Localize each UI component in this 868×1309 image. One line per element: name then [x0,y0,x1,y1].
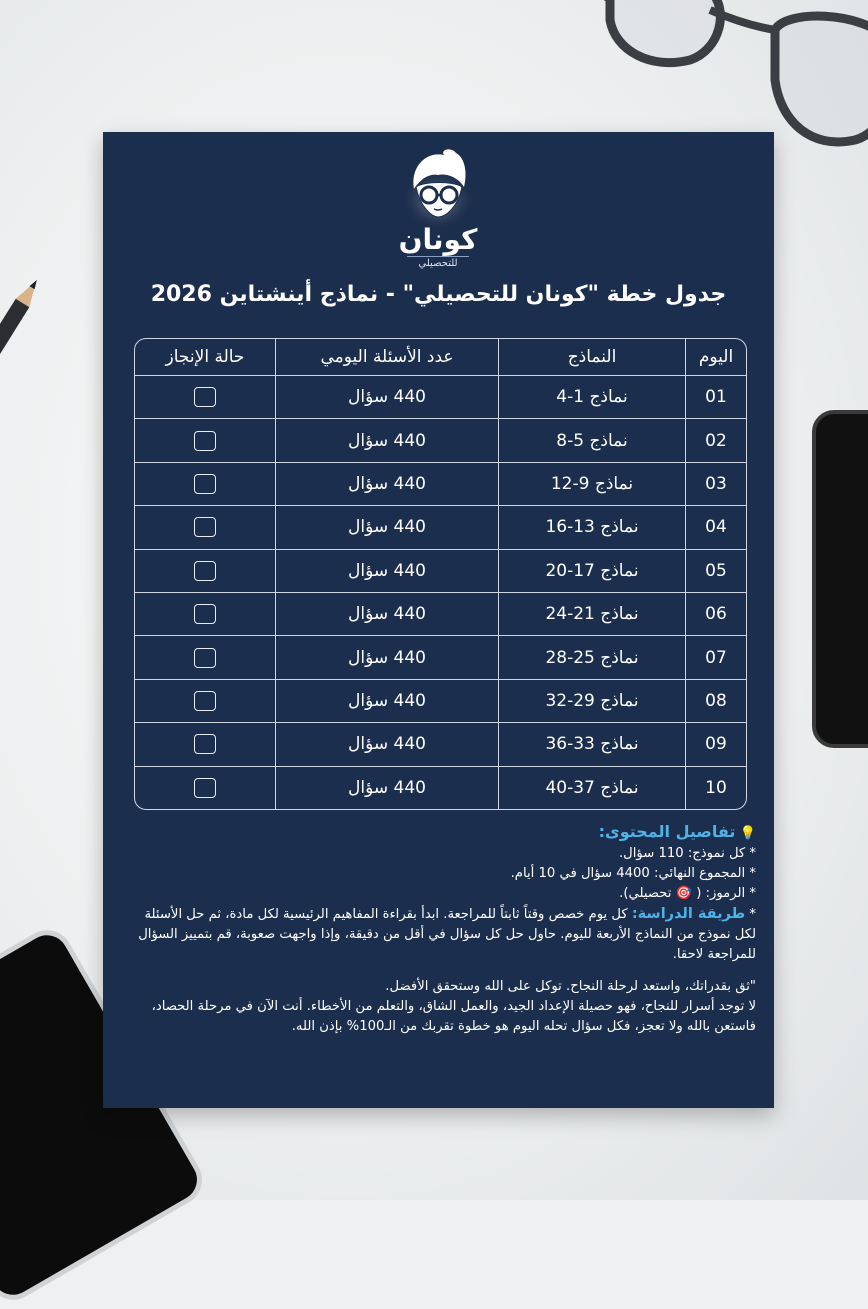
models-cell: نماذج 17-20 [498,550,685,593]
header-status: حالة الإنجاز [135,339,275,376]
study-method-paragraph: * طريقة الدراسة: كل يوم خصص وقتاً ثابتاً للمراجعة. ابدأ بقراءة المفاهيم الرئيسية لكل مادة، ثم حل الأسئلة لكل نموذج من النماذج الأربعة لليوم. حاول حل كل سؤال في أقل من دقيقة، وإذا واجهت صعوبة، قم بتمييز السؤال للمراجعة لاحقا. [138,906,756,962]
count-cell: 440 سؤال [275,593,498,636]
logo-subtitle: للتحصيلي [407,256,469,269]
table-row [135,463,746,506]
completion-checkbox[interactable] [194,648,216,668]
count-cell: 440 سؤال [275,506,498,549]
models-cell: نماذج 21-24 [498,593,685,636]
completion-checkbox[interactable] [194,604,216,624]
completion-checkbox[interactable] [194,517,216,537]
day-cell: 10 [685,767,746,809]
logo [388,147,488,285]
models-cell: نماذج 5-8 [498,419,685,462]
header-day: اليوم [685,339,746,376]
status-cell [135,636,275,679]
models-cell: نماذج 13-16 [498,506,685,549]
count-cell: 440 سؤال [275,419,498,462]
status-cell [135,506,275,549]
table-row [135,550,746,593]
day-cell: 03 [685,463,746,506]
details-bullet: * الرموز: ( 🎯 تحصيلي). [619,886,756,901]
study-plan-table [134,338,747,810]
models-cell: نماذج 29-32 [498,680,685,723]
completion-checkbox[interactable] [194,474,216,494]
completion-checkbox[interactable] [194,691,216,711]
page-title: جدول خطة "كونان للتحصيلي" - نماذج أينشتاين 2026 [150,282,727,307]
table-row [135,593,746,636]
status-cell [135,593,275,636]
completion-checkbox[interactable] [194,561,216,581]
models-cell: نماذج 1-4 [498,376,685,419]
table-row [135,506,746,549]
models-cell: نماذج 9-12 [498,463,685,506]
day-cell: 09 [685,723,746,766]
count-cell: 440 سؤال [275,680,498,723]
models-cell: نماذج 33-36 [498,723,685,766]
day-cell: 07 [685,636,746,679]
count-cell: 440 سؤال [275,767,498,809]
table-row [135,680,746,723]
status-cell [135,680,275,723]
count-cell: 440 سؤال [275,550,498,593]
day-cell: 04 [685,506,746,549]
day-cell: 05 [685,550,746,593]
status-cell [135,550,275,593]
study-plan-card [103,132,774,1108]
smartphone [812,410,868,748]
models-cell: نماذج 37-40 [498,767,685,809]
table-row [135,723,746,766]
count-cell: 440 سؤال [275,723,498,766]
day-cell: 08 [685,680,746,723]
table-header-row [135,339,746,376]
table-row [135,767,746,809]
lightbulb-icon: 💡 [739,826,756,841]
day-cell: 01 [685,376,746,419]
table-row [135,376,746,419]
completion-checkbox[interactable] [194,778,216,798]
table-row [135,636,746,679]
count-cell: 440 سؤال [275,463,498,506]
header-daily-questions: عدد الأسئلة اليومي [275,339,498,376]
completion-checkbox[interactable] [194,387,216,407]
status-cell [135,376,275,419]
motivational-quote: لا توجد أسرار للنجاح، فهو حصيلة الإعداد الجيد، والعمل الشاق، والتعلم من الأخطاء. أنت الآن في مرحلة الحصاد، فاستعن بالله ولا تعجز، فكل سؤال تحله اليوم هو خطوة تقربك من الـ100% بإذن الله. [151,999,756,1034]
content-details [119,822,756,1037]
completion-checkbox[interactable] [194,431,216,451]
status-cell [135,419,275,462]
mascot-icon [400,147,476,229]
day-cell: 06 [685,593,746,636]
models-cell: نماذج 25-28 [498,636,685,679]
details-bullet: * كل نموذج: 110 سؤال. [618,846,756,861]
status-cell [135,767,275,809]
status-cell [135,723,275,766]
table-row [135,419,746,462]
count-cell: 440 سؤال [275,636,498,679]
completion-checkbox[interactable] [194,734,216,754]
header-models: النماذج [498,339,685,376]
logo-word: كونان [398,223,478,256]
day-cell: 02 [685,419,746,462]
status-cell [135,463,275,506]
study-method-label: طريقة الدراسة: [631,906,746,922]
count-cell: 440 سؤال [275,376,498,419]
details-heading: تفاصيل المحتوى: [598,822,736,841]
details-bullet: * المجموع النهائي: 4400 سؤال في 10 أيام. [510,866,756,881]
study-method-text: كل يوم خصص وقتاً ثابتاً للمراجعة. ابدأ بقراءة المفاهيم الرئيسية لكل مادة، ثم حل الأسئلة لكل نموذج من النماذج الأربعة لليوم. حاول حل كل سؤال في أقل من دقيقة، وإذا واجهت صعوبة، قم بتمييز السؤال للمراجعة لاحقا. [138,907,756,962]
motivational-quote: "ثق بقدراتك، واستعد لرحلة النجاح. توكل على الله وستحقق الأفضل. [385,979,756,994]
